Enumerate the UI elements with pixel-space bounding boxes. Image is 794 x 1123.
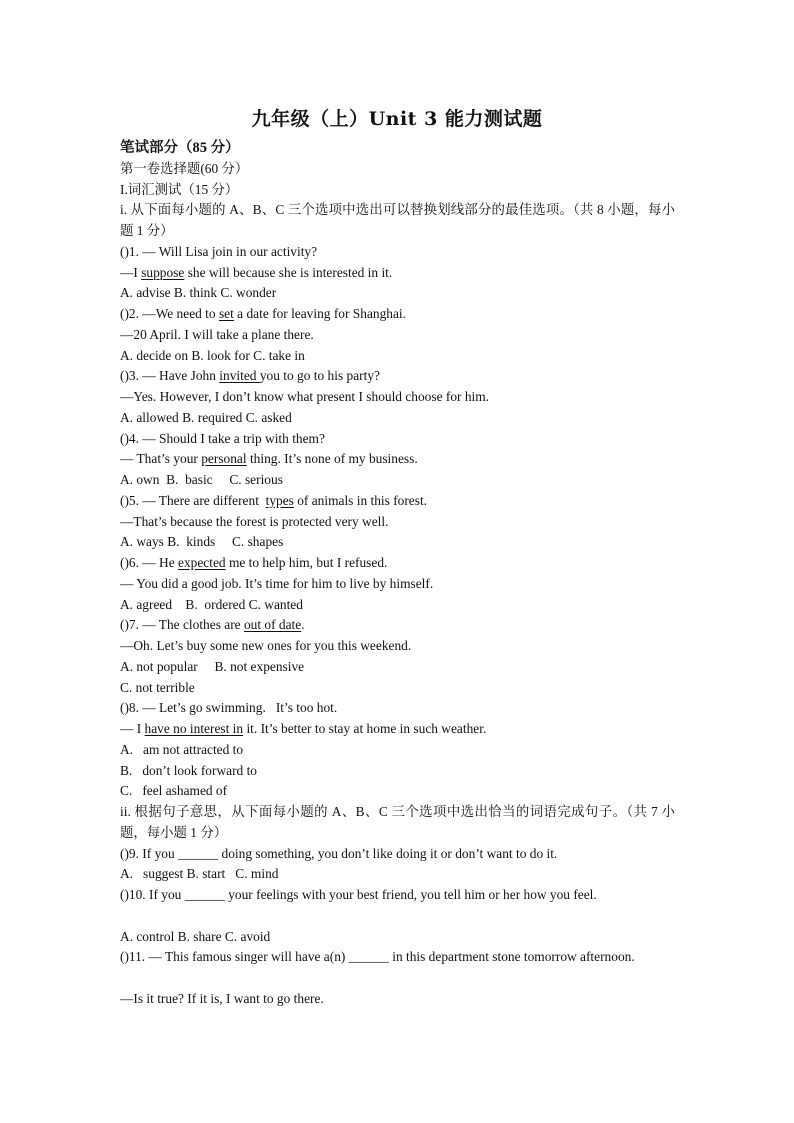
question-8-option-c: C. feel ashamed of [120,783,228,799]
question-6-options: A. agreed B. ordered C. wanted [120,596,303,612]
underlined-word: suppose [141,264,185,280]
section-vocab: I.词汇测试（15 分） [120,181,239,197]
underlined-word: have no interest in [144,721,244,736]
text: —I [120,264,142,280]
underlined-word: expected [178,555,226,570]
question-1-answer [120,263,675,284]
question-8-answer [120,719,675,740]
text: of animals in this forest. [293,492,428,508]
question-11-answer: —Is it true? If it is, I want to go there. [120,990,324,1006]
question-7 [120,615,675,636]
question-1-options: A. advise B. think C. wonder [120,285,277,301]
question-4-options: A. own B. basic C. serious [120,472,283,487]
text: . [301,617,305,633]
text: — That’s your [120,451,202,467]
question-3-answer: —Yes. However, I don’t know what present I should choose for him. [120,389,490,404]
text: me to help him, but I refused. [225,555,388,570]
question-5-answer: —That’s because the forest is protected very well. [120,513,389,529]
question-7-answer: —Oh. Let’s buy some new ones for you this weekend. [120,638,412,653]
underlined-word: types [265,492,294,508]
section-volume1: 第一卷选择题(60 分） [120,160,249,176]
question-3-options: A. allowed B. required C. asked [120,409,292,425]
question-4-answer [120,449,675,470]
text: — I [120,721,145,736]
part-i-instruction: i. 从下面每小题的 A、B、C 三个选项中选出可以替换划线部分的最佳选项。（共 8 小题，每小题 1 分） [120,202,675,238]
text: it. It’s better to stay at home in such weather. [243,721,487,736]
text: ()5. — There are different [120,492,266,508]
document-body [120,138,675,1010]
text: ()2. —We need to [120,306,219,321]
text: ()3. — Have John [120,368,220,384]
question-8: ()8. — Let’s go swimming. It’s too hot. [120,700,338,716]
text: ()6. — He [120,555,179,570]
question-10: ()10. If you ______ your feelings with your best friend, you tell him or her how you feel. [120,887,597,902]
text: a date for leaving for Shanghai. [233,306,406,321]
text: ()7. — The clothes are [120,617,244,633]
question-6 [120,553,675,574]
question-2-answer: —20 April. I will take a plane there. [120,326,314,342]
question-9-options: A. suggest B. start C. mind [120,866,279,882]
question-8-option-a: A. am not attracted to [120,741,244,757]
underlined-word: invited [219,368,260,384]
question-1: ()1. — Will Lisa join in our activity? [120,243,318,259]
question-11: ()11. — This famous singer will have a(n) ______ in this department stone tomorrow afternoon. [120,949,635,965]
text: you to go to his party? [259,368,380,384]
underlined-word: out of date [243,617,302,633]
underlined-word: set [218,306,234,321]
page-title: 九年级（上）Unit 3 能力测试题 [251,108,543,130]
question-5 [120,491,675,512]
question-2 [120,304,675,325]
question-8-option-b: B. don’t look forward to [120,762,257,778]
question-9: ()9. If you ______ doing something, you don’t like doing it or don’t want to do it. [120,845,558,861]
question-7-options-2: C. not terrible [120,679,195,695]
question-10-options: A. control B. share C. avoid [120,928,271,944]
question-6-answer: — You did a good job. It’s time for him to live by himself. [120,575,434,591]
question-2-options: A. decide on B. look for C. take in [120,347,305,363]
question-5-options: A. ways B. kinds C. shapes [120,534,284,550]
question-3 [120,366,675,387]
part-ii-instruction: ii. 根据句子意思，从下面每小题的 A、B、C 三个选项中选出恰当的词语完成句子。（共 7 小题，每小题 1 分） [120,804,675,840]
text: thing. It’s none of my business. [246,451,418,467]
underlined-word: personal [201,451,247,467]
text: she will because she is interested in it. [184,264,393,280]
question-7-options-1: A. not popular B. not expensive [120,658,305,674]
section-written: 笔试部分（85 分） [120,140,240,156]
question-4: ()4. — Should I take a trip with them? [120,430,325,446]
